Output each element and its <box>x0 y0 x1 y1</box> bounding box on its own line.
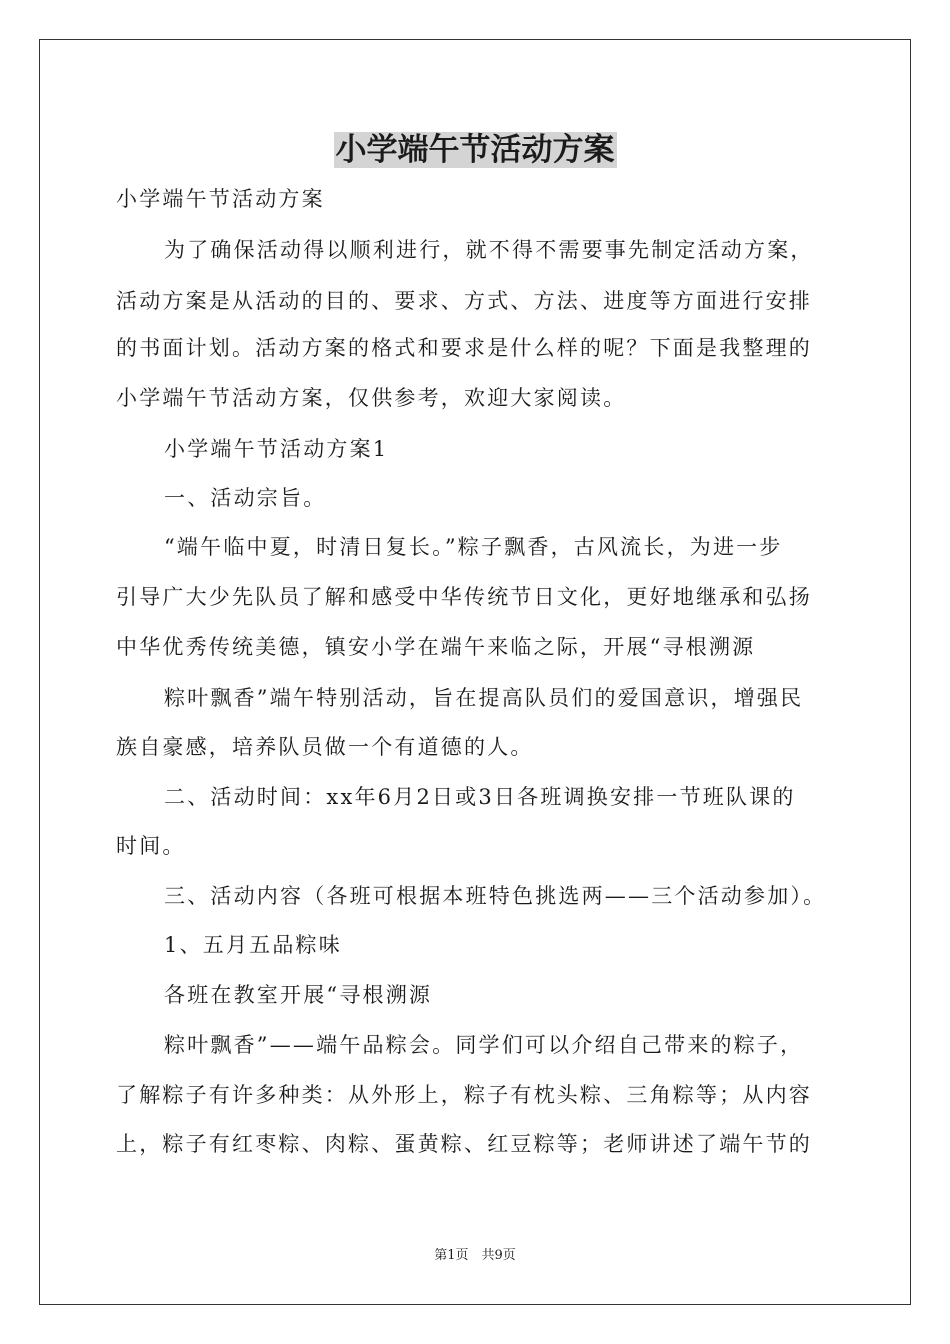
section-heading: 小学端午节活动方案1 <box>164 437 389 461</box>
paragraph-line: 粽叶飘香”——端午品粽会。同学们可以介绍自己带来的粽子， <box>164 1033 804 1057</box>
paragraph-line: 族自豪感，培养队员做一个有道德的人。 <box>116 735 534 759</box>
paragraph-line: 上，粽子有红枣粽、肉粽、蛋黄粽、红豆粽等；老师讲述了端午节的 <box>116 1132 812 1156</box>
paragraph-line: 各班在教室开展“寻根溯源 <box>164 983 433 1007</box>
paragraph-line: 活动方案是从活动的目的、要求、方式、方法、进度等方面进行安排 <box>116 289 812 313</box>
paragraph-line: 引导广大少先队员了解和感受中华传统节日文化，更好地继承和弘扬 <box>116 585 812 609</box>
page-border <box>39 39 911 1305</box>
section-heading: 一、活动宗旨。 <box>164 486 327 510</box>
paragraph-line: 了解粽子有许多种类：从外形上，粽子有枕头粽、三角粽等；从内容 <box>116 1083 812 1107</box>
paragraph-line: 粽叶飘香”端午特别活动，旨在提高队员们的爱国意识，增强民 <box>164 686 804 710</box>
section-heading: 1、五月五品粽味 <box>164 933 342 957</box>
section-heading: 三、活动内容（各班可根据本班特色挑选两——三个活动参加）。 <box>164 884 827 908</box>
paragraph-line: 中华优秀传统美德，镇安小学在端午来临之际，开展“寻根溯源 <box>116 635 756 659</box>
document-title: 小学端午节活动方案 <box>335 132 615 168</box>
paragraph-line: 小学端午节活动方案，仅供参考，欢迎大家阅读。 <box>116 386 627 410</box>
page-number: 第1页 共9页 <box>434 1248 516 1263</box>
paragraph-line: 的书面计划。活动方案的格式和要求是什么样的呢？下面是我整理的 <box>116 336 812 360</box>
paragraph-line: 为了确保活动得以顺利进行，就不得不需要事先制定活动方案， <box>164 238 814 262</box>
paragraph-line: 时间。 <box>116 834 186 858</box>
subtitle-line: 小学端午节活动方案 <box>116 187 325 211</box>
paragraph-line: “端午临中夏，时清日复长。”粽子飘香，古风流长，为进一步 <box>164 535 783 559</box>
paragraph-line: 二、活动时间：xx年6月2日或3日各班调换安排一节班队课的 <box>164 785 796 809</box>
